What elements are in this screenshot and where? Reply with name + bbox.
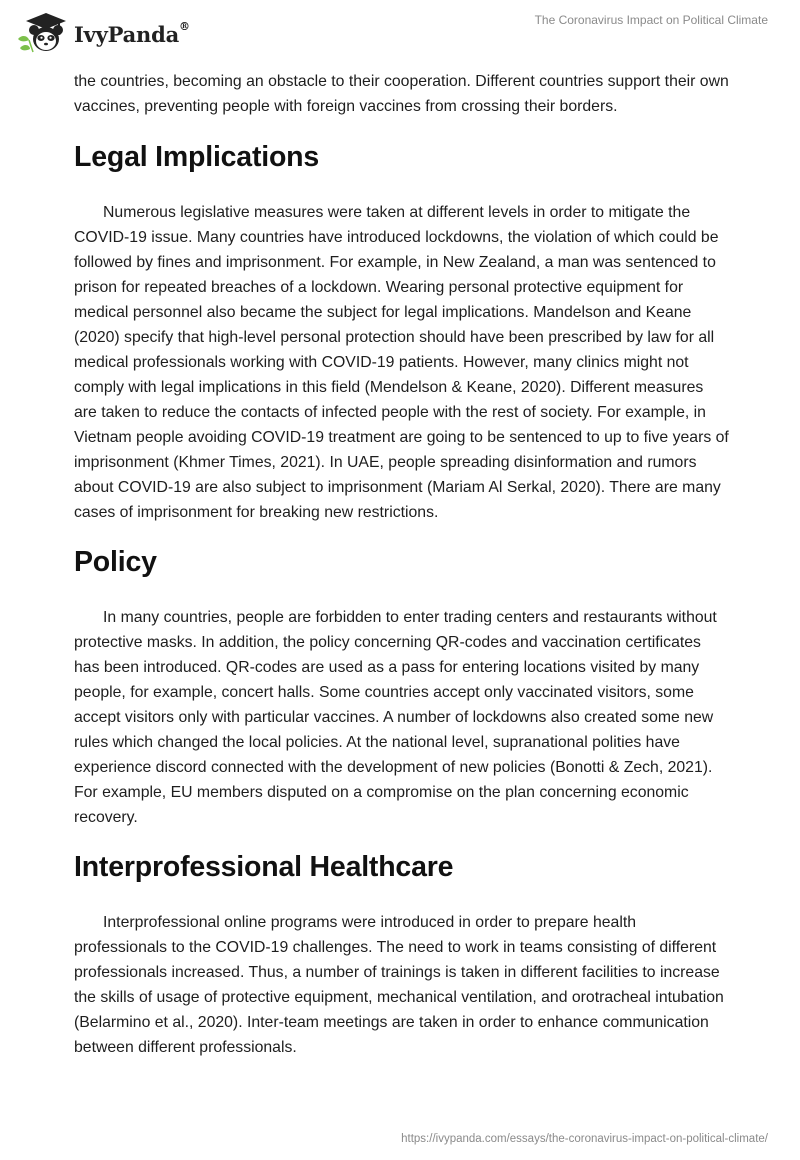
essay-content [74,69,730,1060]
heading-interprofessional-healthcare: Interprofessional Healthcare [74,851,454,883]
paragraph-interprofessional-healthcare: Interprofessional online programs were introduced in order to prepare health professionals to the COVID-19 challenges. The need to work in teams consisting of different professionals increased. Thus, a number of trainings is taken in different facilities to increase the skills of usage of protective equipment, mechanical ventilation, and orotracheal intubation (Belarmino et al., 2020). Inter-team meetings are taken in order to enhance communication between different professionals. [74,914,724,1056]
brand-name: IvyPanda® [74,19,190,47]
paragraph-policy: In many countries, people are forbidden to enter trading centers and restaurants without protective masks. In addition, the policy concerning QR-codes and vaccination certificates has been introduced. QR-codes are used as a pass for entering locations visited by many people, for example, concert halls. Some countries accept only vaccinated visitors, some accept visitors only with particular vaccines. A number of lockdowns also created some new rules which changed the local policies. At the national level, supranational polities have experience discord connected with the development of new policies (Bonotti & Zech, 2021). For example, EU members disputed on a compromise on the plan concerning economic recovery. [74,609,717,826]
paragraph-legal-implications: Numerous legislative measures were taken at different levels in order to mitigate the COVID-19 issue. Many countries have introduced lockdowns, the violation of which could be followed by fines and imprisonment. For example, in New Zealand, a man was sentenced to prison for repeated breaches of a lockdown. Wearing personal protective equipment for medical personnel also became the subject for legal implications. Mandelson and Keane (2020) specify that high-level personal protection should have been prescribed by law for all medical professionals working with COVID-19 patients. However, many clinics might not comply with legal implications in this field (Mendelson & Keane, 2020). Different measures are taken to reduce the contacts of infected people with the rest of society. For example, in Vietnam people avoiding COVID-19 treatment are going to be sentenced to up to five years of imprisonment (Khmer Times, 2021). In UAE, people spreading disinformation and rumors about COVID-19 are also subject to imprisonment (Mariam Al Serkal, 2020). There are many cases of imprisonment for breaking new restrictions. [74,204,729,521]
ivypanda-logo[interactable] [12,8,190,56]
document-title: The Coronavirus Impact on Political Climate [534,13,768,27]
heading-policy: Policy [74,546,157,578]
intro-paragraph: the countries, becoming an obstacle to their cooperation. Different countries support their own vaccines, preventing people with foreign vaccines from crossing their borders. [74,73,729,115]
source-url-link[interactable]: https://ivypanda.com/essays/the-coronavirus-impact-on-political-climate/ [401,1133,768,1145]
heading-legal-implications: Legal Implications [74,141,320,173]
panda-graduation-cap-icon [12,8,72,56]
page-header [0,0,800,60]
